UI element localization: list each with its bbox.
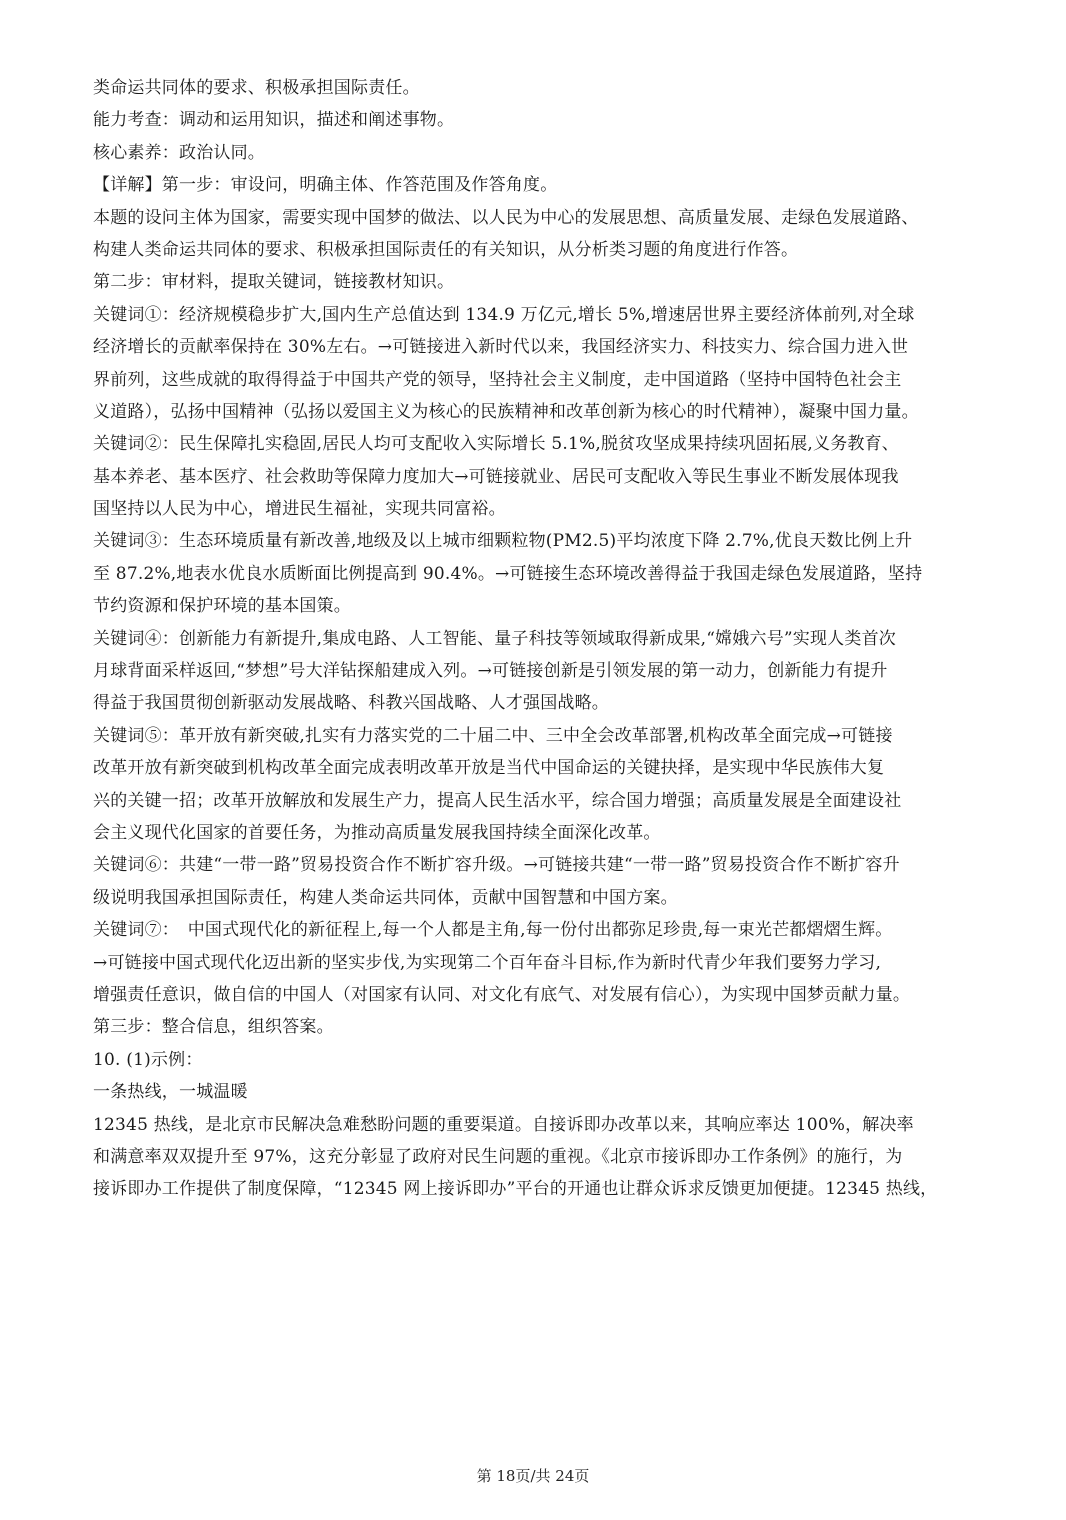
text-line: 核心素养：政治认同。 (93, 142, 265, 163)
text-line: 义道路），弘扬中国精神（弘扬以爱国主义为核心的民族精神和改革创新为核心的时代精神），凝聚中国力量。 (93, 401, 919, 422)
text-line: 关键词②：民生保障扎实稳固,居民人均可支配收入实际增长 5.1%,脱贫攻坚成果持续巩固拓展,义务教育、 (93, 434, 900, 455)
text-line: 基本养老、基本医疗、社会救助等保障力度加大→可链接就业、居民可支配收入等民生事业不断发展体现我 (93, 466, 899, 487)
text-line: 第二步：审材料，提取关键词，链接教材知识。 (93, 272, 455, 293)
text-line: 类命运共同体的要求、积极承担国际责任。 (93, 78, 420, 98)
text-line: 10. (1)示例： (93, 1049, 203, 1070)
text-line: 月球背面采样返回,“梦想”号大洋钻探船建成入列。→可链接创新是引领发展的第一动力，创新能力有提升 (93, 661, 888, 682)
text-line: 关键词③：生态环境质量有新改善,地级及以上城市细颗粒物(PM2.5)平均浓度下降 2.7%,优良天数比例上升 (93, 531, 913, 552)
text-line: 构建人类命运共同体的要求、积极承担国际责任的有关知识，从分析类习题的角度进行作答。 (93, 239, 799, 260)
text-line: 接诉即办工作提供了制度保障，“12345 网上接诉即办”平台的开通也让群众诉求反馈更加便捷。12345 热线， (93, 1179, 938, 1200)
text-line: 经济增长的贡献率保持在 30%左右。→可链接进入新时代以来，我国经济实力、科技实力、综合国力进入世 (93, 337, 909, 358)
text-line: 关键词①：经济规模稳步扩大,国内生产总值达到 134.9 万亿元,增长 5%,增速居世界主要经济体前列,对全球 (93, 304, 915, 325)
text-line: 能力考查：调动和运用知识，描述和阐述事物。 (93, 110, 455, 131)
text-line: 关键词⑦： 中国式现代化的新征程上,每一个人都是主角,每一份付出都弥足珍贵,每一束光芒都熠熠生辉。 (93, 920, 893, 941)
text-line: 关键词④：创新能力有新提升,集成电路、人工智能、量子科技等领域取得新成果,“嫦娥六号”实现人类首次 (93, 628, 896, 649)
text-line: 界前列，这些成就的取得得益于中国共产党的领导，坚持社会主义制度，走中国道路（坚持中国特色社会主 (93, 369, 902, 390)
text-line: 关键词⑥：共建“一带一路”贸易投资合作不断扩容升级。→可链接共建“一带一路”贸易投资合作不断扩容升 (93, 855, 900, 876)
text-line: 至 87.2%,地表水优良水质断面比例提高到 90.4%。→可链接生态环境改善得益于我国走绿色发展道路，坚持 (93, 563, 923, 584)
text-line: 增强责任意识，做自信的中国人（对国家有认同、对文化有底气、对发展有信心），为实现中国梦贡献力量。 (93, 984, 911, 1005)
page-number-footer: 第 18页/共 24页 (476, 1467, 590, 1485)
text-line: 一条热线，一城温暖 (93, 1082, 248, 1103)
text-line: 第三步：整合信息，组织答案。 (93, 1017, 334, 1038)
text-line: 本题的设问主体为国家，需要实现中国梦的做法、以人民为中心的发展思想、高质量发展、走绿色发展道路、 (93, 207, 919, 228)
text-line: 改革开放有新突破到机构改革全面完成表明改革开放是当代中国命运的关键抉择，是实现中华民族伟大复 (93, 758, 885, 779)
text-line: 级说明我国承担国际责任，构建人类命运共同体，贡献中国智慧和中国方案。 (93, 887, 678, 908)
text-line: 兴的关键一招；改革开放解放和发展生产力，提高人民生活水平，综合国力增强；高质量发展是全面建设社 (93, 790, 902, 811)
text-line: →可链接中国式现代化迈出新的坚实步伐,为实现第二个百年奋斗目标,作为新时代青少年我们要努力学习, (93, 952, 882, 973)
text-line: 12345 热线，是北京市民解决急难愁盼问题的重要渠道。自接诉即办改革以来，其响应率达 100%，解决率 (93, 1114, 914, 1135)
answer-text-body (93, 72, 981, 1206)
text-line: 国坚持以人民为中心，增进民生福祉，实现共同富裕。 (93, 499, 506, 520)
text-line: 会主义现代化国家的首要任务，为推动高质量发展我国持续全面深化改革。 (93, 822, 661, 843)
text-line: 得益于我国贯彻创新驱动发展战略、科教兴国战略、人才强国战略。 (93, 693, 609, 714)
text-line: 和满意率双双提升至 97%，这充分彰显了政府对民生问题的重视。《北京市接诉即办工作条例》的施行，为 (93, 1146, 903, 1167)
text-line: 节约资源和保护环境的基本国策。 (93, 596, 351, 617)
text-line: 关键词⑤：革开放有新突破,扎实有力落实党的二十届二中、三中全会改革部署,机构改革全面完成→可链接 (93, 725, 893, 746)
text-line: 【详解】第一步：审设问，明确主体、作答范围及作答角度。 (93, 175, 558, 196)
